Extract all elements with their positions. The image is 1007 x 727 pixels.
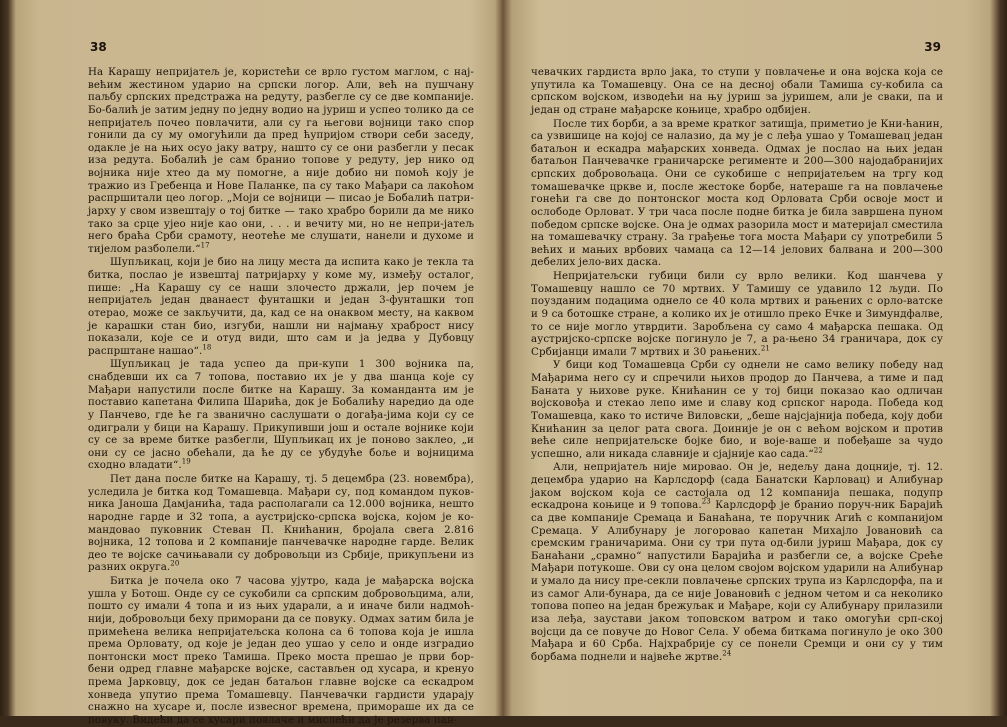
left-page-text [88,66,474,727]
footnote-ref: 20 [170,559,180,568]
page-number-right: 39 [924,40,941,54]
paragraph: чевачких гардиста врло јака, то ступи у повлачење и она војска која се упутила ка Томашевцу. Она се на десној обали Тамиша су-кобила са српском војском, изводећи на њу јуриш за јуришем, али је сваки, па и један од стране мађарске коњице, храбро одбијен. [531,66,943,116]
paragraph: Али, непријатељ није мировао. Он је, недељу дана доцније, тј. 12. децембра ударио на Карлсдорф (сада Банатски Карловац) и Алибунар јаком војском која се састојала од 12 компанија пешака, подупр ескадрона коњице и 9 топова.$^{23}$ Карлсдорф је бранио поруч-ник Барајић са две компаније Сремаца и Банаћана, те поручник Агић с компанијом Сремаца. У Алибунару је логоровао капетан Михајло Јовановић са сремским граничарима. Они су три пута од-били јуриш Мађара, док су Банаћани „срамно“ напустили Барајића и разбегли се, а војске Среће Мађари потукоше. Ови су она целом својом војском ударили на Алибунар и умало да нису пре-секли повлачење српских трупа из Карлсдорфа, па и из самог Али-бунара, да се није Јовановић с једном четом и са неколико топова попео на један брежуљак и Мађаре, који су Алибунару прилазили иза леђа, заустави јаком топовском ватром и тако омогући срп-ској војсци да се повуче до Новог Села. У обема биткама погинуло је око 300 Мађара и 60 Срба. Најхрабрије су се понели Сремци и они су у тим борбама поднели и највеће жртве.$^{24}$ [531,461,943,663]
paragraph: У бици код Томашевца Срби су однели не само велику победу над Мађарима него су и спречили њихов продор до Панчева, а тиме и пад Баната у њихове руке. Книћанин се у тој бици показао као одличан војсковођа и стекао лепо име и славу код српског народа. Победа код Томашевца, како то истиче Виловски, „беше најсјајнија победа, коју доби Книћанин за целог рата свога. Доиније је он с већом војском и против веће силе непријатељске бојке био, и воје-ваше и побеђаше за чудо успешно, али никада славније и сјајније као сада.“$^{22}$ [531,359,943,460]
footnote-ref: 23 [701,497,711,506]
right-page [531,0,943,716]
left-page [60,0,474,726]
footnote-ref: 21 [760,344,770,353]
footnote-ref: 24 [722,649,732,658]
footnote-ref: 17 [200,241,210,250]
right-page-text [531,66,943,663]
paragraph: Битка је почела око 7 часова ујутро, када је мађарска војска ушла у Ботош. Ондe су се сукобили са српским добровољцима, али, пошто су имали 4 топа и из њих ударали, а и иначе били надмоћ-нији, добровољци беху примoрани да се повуку. Одмах затим била је примећена велика непријатељска колона са 6 топова која је ишла према Орловату, од које је један део ушао у село и онде изградио понтонски мост преко Тамиша. Преко моста прешао је први бор-бени одред главне мађарске војске, састављен од хусара, и кренуо према Јарковцу, док се један батаљон главне војске са ескадром хонведа упутио према Томашевцу. Панчевачки гардисти ударају снажно на хусаре и, после извесног времена, приморaше их да се повуку. Видећи да се хусари повлаче и мислећи да је резерва пан- [88,575,474,726]
paragraph: Пет дана после битке на Карашу, тј. 5 децембра (23. новембра), уследила је битка код Томашевца. Мађари су, под командом пуков-ника Јаноша Дамјанића, тада располагали са 12.000 војника, нешто народне гарде и 32 топа, а аустријско-српска војска, којом је ко-мандовао пуковник Стеван П. Книћанин, бројала свега 2.816 војника, 12 топова и 2 компаније панчевачке народне гарде. Велик део те војске сачињавали су добровољци из Србије, прикупљени из разних округа.$^{20}$ [88,473,474,574]
footnote-ref: 19 [181,457,191,466]
footnote-ref: 18 [202,343,212,352]
footnote-ref: 22 [813,446,823,455]
paragraph: На Карашу непријатељ је, користећи се врло густом маглом, с нај-већим жестином ударио на српски логор. Али, већ на пушчану паљбу српских предстража на редуту, разбегле су се две компаније. Бо-бaлић је затим једну по једну водио на јуриш и успео толико да се непријатељ почео повлачити, али су га његови војници тако спор гонили да су му омогућили да пред ћупријом створи себи заседу, одакле је на њих осуо јаку ватру, нашто су се они разбегли у песак иза редута. Бобалић је сам бранио топове у редуту, јер нико од војника није хтео да му помогне, а није добио ни помоћ коју је тражио из Гребенца и Нове Паланке, па су тако Мађари са лакоћом распршитали цео логор. „Моји се војници — писао је Бобалић патри-јарху у свом извештају о тoj битке — тако храбро борили да ме нико тако за срце ујео није као они, . . . и вечиту ми, но не непри-јатељ него браћа Срби срамоту, неотеће ме слушати, нанели и духоме и тијелом разболели.“$^{17}$ [88,66,474,255]
page-number-left: 38 [90,40,107,54]
paragraph: Шупљикац, који је био на лицу места да испита како је текла та битка, послао је извештај патријарху у коме му, између осталог, пише: „На Карашу су се наши злочесто држали, јер почем је непријатељ један дванаест фунташки и један 3-фунташки топ отерао, може се закључити, да, кад се на онаквом месту, на каквом је карашки стан био, изгуби, нашли ни најмању храброст нису показали, које се и отуд види, што сам и ја једва у Дубовцу распрштане нашао“.$^{18}$ [88,256,474,357]
paragraph: Непријатељски губици били су врло велики. Код шанчева у Томашевцу нашло се 70 мртвих. У Тамишу се удавило 12 људи. По поузданим подацима однело се 40 кола мртвих и рањених с орло-ватске и 9 са ботошке стране, а колико их је отишло преко Ечке и Зимундфалве, то се није могло утврдити. Заробљена су само 4 мађарска пешака. Од аустријско-српске војске погинуло је 7, а ра-њено 34 граничара, док су Србијанци имали 7 мртвих и 30 рањених.$^{21}$ [531,270,943,358]
paragraph: Шупљикац је тада успео да при-купи 1 300 војника па, снабдевши их са 7 топова, поставио их је у два шанца које су Мађари напустили после битке на Карашу. За команданта им је поставио капетана Филипа Шарића, док је Бобалићу наредио да оде у Панчево, где ће га званично саслушати о догађа-јима који су се одиграли у бици на Карашу. Прикупивши још и остале војнике који су се за време битке разбегли, Шупљикац их је поново заклео, „и они су се јасно обећали, да ће ду се убудуће боље и војницима сходно владати“.$^{19}$ [88,358,474,472]
paragraph: После тих борби, а за време кратког затишја, приметио је Кни-ћанин, са узвишице на којој се налазио, да му је с леђа ушао у Томашевац један батаљон и ескадра мађарских хонведа. Одмах је послао на њих један батаљон Панчевачке граничарске регименте и 200—300 најодабранијих српских добровољаца. Они се сукобише с непријатељем на тргу код томашевачке цркве и, после жестоке борбе, натераше га на повлачење гонећи га све до понтонског моста код Орловата Срби освоје мост и ослободе Орловат. У три часа после подне битка је била завршена пуном победом српске војске. Она је одмах разорила мост и материјал сместила на томашевачку страну. За грађење тога моста Мађари су употребили 5 већих и мањих врбових чамаца са 12—14 јелових балвана и 200—300 дебелих јело-вих даскa. [531,117,943,269]
